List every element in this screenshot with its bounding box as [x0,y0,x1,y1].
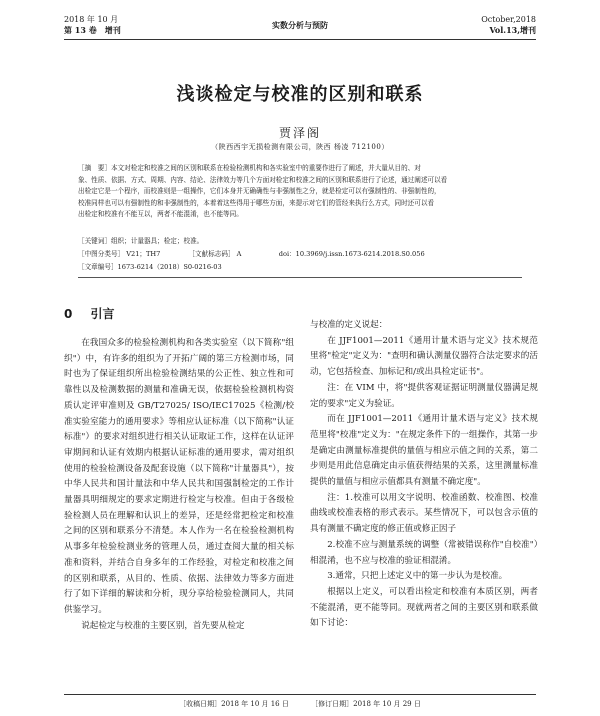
header-rule [64,39,536,40]
article-title: 浅谈检定与校准的区别和联系 [176,84,424,105]
header-volume-cn: 第 13 卷 增刊 [64,25,121,35]
footer [64,699,536,709]
header-date-cn: 2018 年 10 月 [64,15,119,24]
body-paragraph: 在我国众多的检验检测机构和各类实验室（以下简称"组织"）中，有许多的组织为了开拓广阔的第三方检测市场，同时也为了保证组织所出检验检测结果的公正性、独立性和可靠性以及检测数据的测量和准确无误，依据检验检测机构资质认定评审准则及 GB/T27025/ ISO/IEC17025《检测/校准实验室能力的通用要求》等相应认证标准（以下简称"认证标准"）的要求对组织进行相关认证取证工作，这样在认证评审期间和认证有效期内根据认证标准的通用要求，需对组织使用的检验检测设备及配套设施（以下简称"计量器具"），按中华人民共和国计量法和中华人民共和国强制检定的工作计量器具明细规定的要求定期进行检定与校准。但由于各级检验检测人员在理解和认识上的差异，还是经常把检定和校准之间的区别和联系分不清楚。本人作为一名在检验检测机构从事多年检验检测业务的管理人员，通过查阅大量的相关标准和资料，并结合自身多年的工作经验，对检定和校准之间的区别和联系，从目的、性质、依据、法律效力等多方面进行了如下详细的解读和分析，现分享给检验检测同人，共同供鉴学习。 [64,338,294,615]
note-paragraph: 2.校准不应与测量系统的调整（常被错误称作"自校准"）相混淆，也不应与校准的验证相混淆。 [310,539,538,566]
section-number: 0 [64,307,73,321]
left-column [64,302,294,634]
classification-row [78,249,522,259]
doc-value: A [236,250,242,258]
abstract-line: 象、性质、依据、方式、周期、内容、结论、法律效力等几个方面对检定和校准之间的区别和联系进行了论述，通过阐述可以看 [78,175,448,184]
header-right [481,14,536,36]
clc-label: ［中图分类号］ [78,250,125,258]
body-paragraph: 而在 JJF1001—2011《通用计量术语与定义》技术规范里将"校准"定义为："在规定条件下的一组操作，其第一步是确定由测量标准提供的量值与相应示值之间的关系，第二步则是用此信息确定由示值获得结果的关系，这里测量标准提供的量值与相应示值都具有测量不确定度"。 [310,414,538,488]
note-paragraph: 3.通常，只把上述定义中的第一步认为是校准。 [327,571,508,582]
abstract-line: 出检定和校准有不能互以，两者不能混淆，也不能等同。 [78,210,243,218]
body-paragraph: 根据以上定义，可以看出检定和校准有本质区别，两者不能混淆，更不能等同。现就两者之间的主要区别和联系做如下讨论： [310,586,538,629]
article-author: 贾泽阁 [278,126,321,140]
abstract [78,163,522,221]
header-volume-en: Vol.13,增刊 [489,25,536,35]
doi: doi：10.3969/j.issn.1673-6214.2018.S0.056 [278,250,425,258]
section-title: 引言 [90,307,115,321]
revised-date: ［修订日期］2018 年 10 月 29 日 [311,700,421,708]
abstract-rule [78,277,522,278]
keywords: ［关键词］组织；计量器具；检定；校准。 [78,237,204,245]
clc-value: V21；TH7 [126,250,161,258]
note-paragraph: 注：1.校准可以用文字说明、校准函数、校准图、校准曲线或校准表格的形式表示。某些情况下，可以包含示值的具有测量不确定度的修正值或修正因子 [310,492,538,535]
doc-label: ［文献标志码］ [188,250,235,258]
abstract-line: 校准同样也可以有强制性的和非强制性的，本着着这些得用于哪些方面，来提示对它们的管经来执行么方式，同时还可以看 [78,198,435,207]
abstract-line: 出检定它是一个程序，而校准则是一组操作，它们本身并无确确性与非强制性之分，就是检定可以有强制性的、非强制性的， [78,187,441,195]
article-number: ［文章编号］1673-6214（2018）S0-0216-03 [78,263,222,271]
running-header [64,14,536,38]
body-paragraph: 与校准的定义说起： [310,320,388,330]
header-journal: 实数分析与预防 [272,21,328,30]
abstract-line: ［摘 要］本文对检定和校准之间的区别和联系在检验检测机构和各实验室中的重要作进行了阐述，并大量从目的、对 [78,164,421,172]
section-heading [64,302,294,326]
right-column [310,318,538,632]
body-paragraph: 说起检定与校准的主要区别，首先要从检定 [81,620,245,631]
received-date: ［收稿日期］2018 年 10 月 16 日 [179,700,289,708]
body-paragraph: 在 JJF1001—2011《通用计量术语与定义》技术规范里将"检定"定义为："查明和确认测量仪器符合法定要求的活动，它包括检查、加标记和/或出具检定证书"。 [310,335,538,378]
footer-rule [64,694,536,695]
note-paragraph: 注：在 VIM 中，将"提供客观证据证明测量仪器满足规定的要求"定义为验证。 [310,382,538,409]
article-affiliation: （陕西西宇无损检测有限公司，陕西 杨凌 712100） [211,143,389,151]
header-date-en: October,2018 [481,15,536,24]
